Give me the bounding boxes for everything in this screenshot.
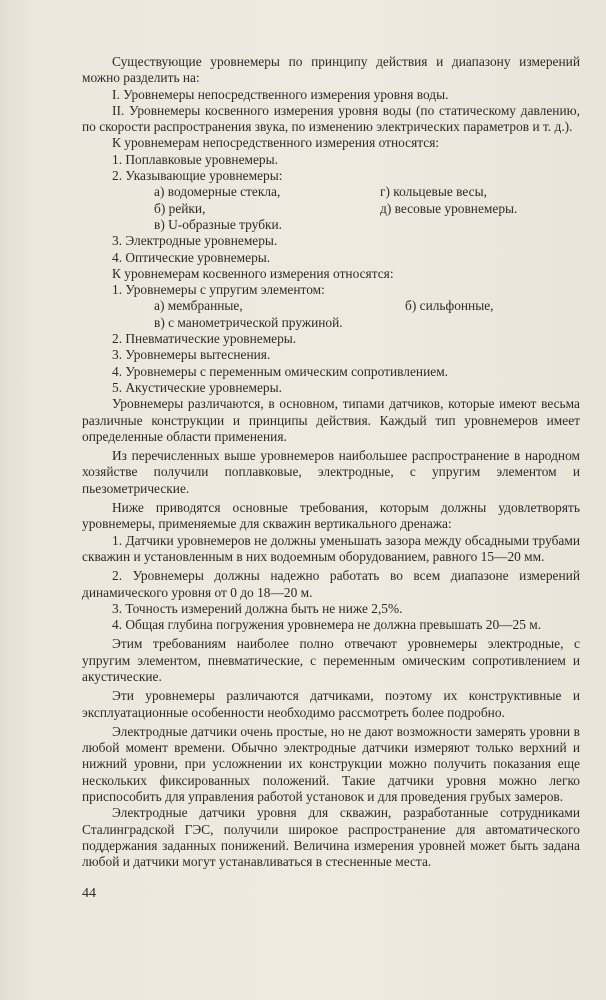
- sublist-item: б) сильфонные,: [405, 298, 494, 314]
- requirement-item: 3. Точность измерений должна быть не ниже 2,5%.: [112, 600, 403, 616]
- sublist-item: а) мембранные,: [154, 298, 243, 314]
- sublist-row: [82, 201, 580, 217]
- direct-heading: К уровнемерам непосредственного измерения относятся:: [112, 135, 440, 151]
- requirement-item: 4. Общая глубина погружения уровнемера не должна превышать 20—25 м.: [112, 617, 542, 633]
- class-one: I. Уровнемеры непосредственного измерения уровня воды.: [112, 86, 449, 102]
- sublist-item: г) кольцевые весы,: [380, 184, 487, 200]
- list-item: 1. Поплавковые уровнемеры.: [112, 151, 278, 167]
- page-text: [82, 54, 580, 871]
- paragraph-stalingrad: Электродные датчики уровня для скважин, разработанные сотрудниками Сталинградской ГЭС, получили широкое распространение для автоматического поддержания заданных понижений. Величина измерения уровней может быть задана любой и датчики могут устанавливаться в стесненные места.: [82, 805, 580, 870]
- paragraph-electrode: Электродные датчики очень простые, но не дают возможности замерять уровни в любой момент времени. Обычно электродные датчики измеряют только верхний и нижний уровни, при усложнении их конструкции можно получить показания еще нескольких фиксированных положений. Такие датчики уровня можно легко приспособить для управления работой установок и для проведения грубых замеров.: [82, 723, 580, 805]
- list-item: 1. Уровнемеры с упругим элементом:: [112, 282, 325, 298]
- requirement-item: 1. Датчики уровнемеров не должны уменьшать зазора между обсадными трубами скважин и установленным в них водоемным оборудованием, равного 15—20 мм.: [82, 532, 580, 564]
- sublist-item: д) весовые уровнемеры.: [380, 200, 518, 216]
- paragraph-sensors: Эти уровнемеры различаются датчиками, поэтому их конструктивные и эксплуатационные особенности необходимо рассмотреть более подробно.: [82, 688, 580, 720]
- list-item: 3. Уровнемеры вытеснения.: [112, 347, 271, 363]
- sublist-item: в) U-образные трубки.: [154, 216, 283, 232]
- list-item: 4. Уровнемеры с переменным омическим сопротивлением.: [112, 363, 449, 379]
- requirements-heading: Ниже приводятся основные требования, которым должны удовлетворять уровнемеры, применяемые для скважин вертикального дренажа:: [82, 500, 580, 532]
- list-item: 3. Электродные уровнемеры.: [112, 233, 278, 249]
- list-item: 2. Пневматические уровнемеры.: [112, 331, 297, 347]
- indirect-heading: К уровнемерам косвенного измерения относятся:: [112, 265, 394, 281]
- paragraph-types: Уровнемеры различаются, в основном, типами датчиков, которые имеют весьма различные конструкции и принципы действия. Каждый тип уровнемеров имеет определенные области применения.: [82, 396, 580, 444]
- sublist-row: [82, 184, 580, 200]
- intro-paragraph: Существующие уровнемеры по принципу действия и диапазону измерений можно разделить на:: [82, 54, 580, 86]
- sublist-item: б) рейки,: [154, 200, 206, 216]
- sublist-row: [82, 298, 580, 314]
- page-number: 44: [82, 886, 96, 901]
- list-item: 2. Указывающие уровнемеры:: [112, 168, 283, 184]
- sublist-item: в) с манометрической пружиной.: [154, 314, 343, 330]
- paragraph-best: Этим требованиям наиболее полно отвечают уровнемеры электродные, с упругим элементом, пневматические, с переменным омическим сопротивлением и акустические.: [82, 636, 580, 684]
- class-two: II. Уровнемеры косвенного измерения уровня воды (по статическому давлению, по скорости распространения звука, по изменению электрических параметров и т. д.).: [82, 102, 580, 135]
- list-item: 4. Оптические уровнемеры.: [112, 249, 271, 265]
- sublist-item: а) водомерные стекла,: [154, 184, 281, 200]
- paragraph-spread: Из перечисленных выше уровнемеров наибольшее распространение в народном хозяйстве получили поплавковые, электродные, с упругим элементом и пьезометрические.: [82, 448, 580, 496]
- list-item: 5. Акустические уровнемеры.: [112, 379, 282, 395]
- requirement-item: 2. Уровнемеры должны надежно работать во всем диапазоне измерений динамического уровня от 0 до 18—20 м.: [82, 568, 580, 600]
